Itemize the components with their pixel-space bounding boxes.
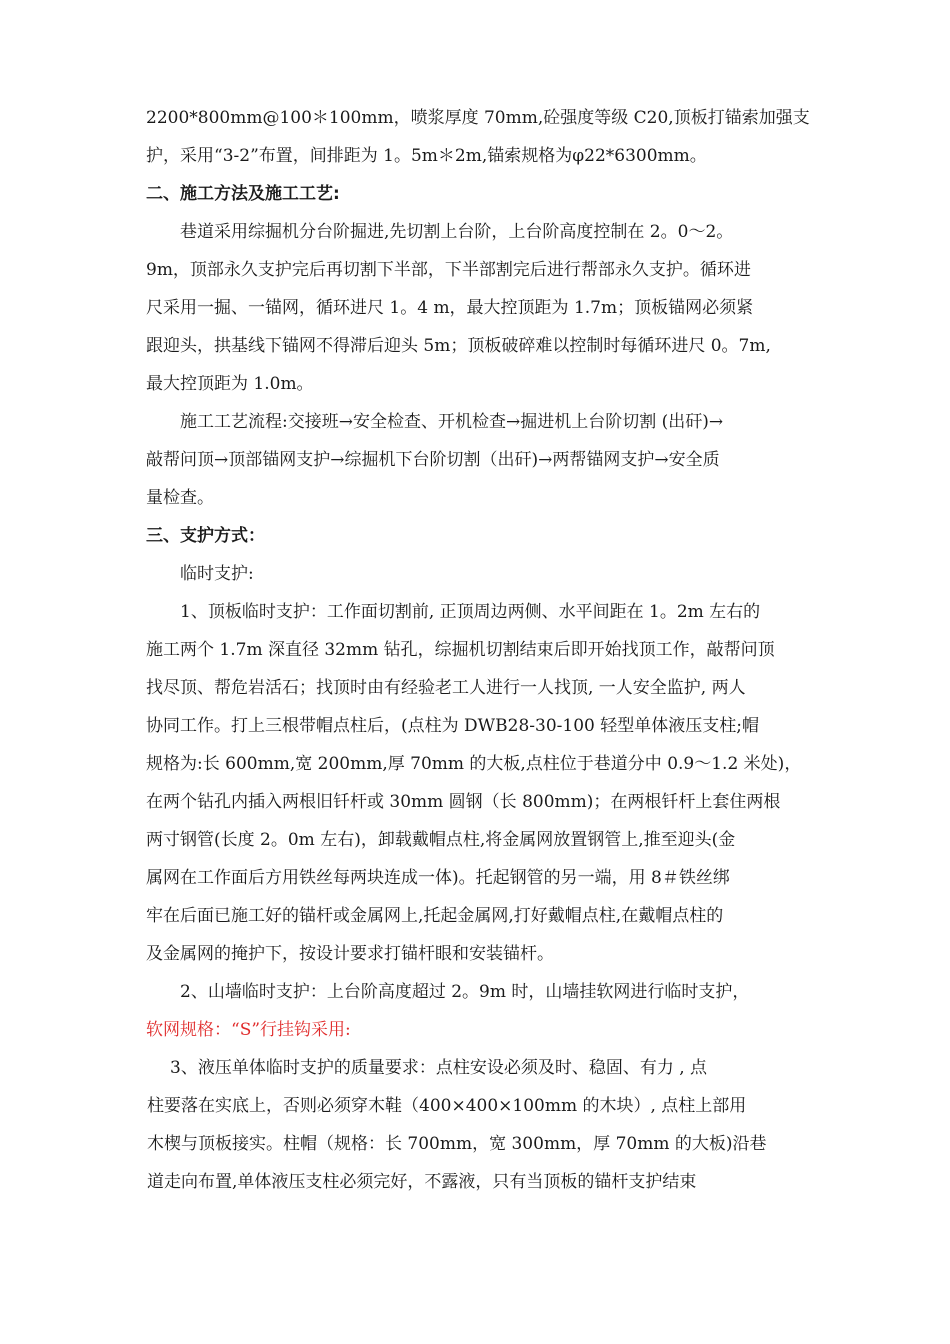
- text-line: 木楔与顶板接实。柱帽（规格：长 700mm，宽 300mm，厚 70mm 的大板)沿巷: [147, 1134, 767, 1154]
- text-line: 在两个钻孔内插入两根旧钎杆或 30mm 圆钢（长 800mm)；在两根钎杆上套住两根: [146, 792, 781, 812]
- text-line: 及金属网的掩护下，按设计要求打锚杆眼和安装锚杆。: [146, 944, 554, 964]
- text-line: 找尽顶、帮危岩活石；找顶时由有经验老工人进行一人找顶, 一人安全监护, 两人: [146, 678, 746, 698]
- text-line: 3、液压单体临时支护的质量要求：点柱安设必须及时、稳固、有力 , 点: [170, 1058, 708, 1078]
- subsection-label: 临时支护:: [180, 564, 254, 584]
- text-line: 2、山墙临时支护：上台阶高度超过 2。9m 时，山墙挂软网进行临时支护，: [180, 982, 750, 1002]
- text-line: 9m，顶部永久支护完后再切割下半部，下半部割完后进行帮部永久支护。循环进: [146, 260, 751, 280]
- text-line: 柱要落在实底上，否则必须穿木鞋（400×400×100mm 的木块）, 点柱上部用: [147, 1096, 747, 1116]
- text-line: 量检查。: [146, 488, 214, 508]
- text-line: 两寸钢管(长度 2。0m 左右)，卸载戴帽点柱,将金属网放置钢管上,推至迎头(金: [146, 830, 736, 850]
- highlighted-text-line: 软网规格：“S”行挂钩采用:: [146, 1020, 351, 1040]
- text-line: 1、顶板临时支护：工作面切割前, 正顶周边两侧、水平间距在 1。2m 左右的: [180, 602, 761, 622]
- text-line: 规格为:长 600mm,宽 200mm,厚 70mm 的大板,点柱位于巷道分中 0.9～1.2 米处)，: [146, 754, 802, 774]
- text-line: 道走向布置,单体液压支柱必须完好，不露液，只有当顶板的锚杆支护结束: [147, 1172, 697, 1192]
- text-line: 巷道采用综掘机分台阶掘进,先切割上台阶，上台阶高度控制在 2。0～2。: [180, 222, 734, 242]
- text-line: 尺采用一掘、一锚网，循环进尺 1。4 m，最大控顶距为 1.7m；顶板锚网必须紧: [146, 298, 754, 318]
- text-line: 2200*800mm@100＊100mm，喷浆厚度 70mm,砼强度等级 C20,顶板打锚索加强支: [146, 108, 810, 128]
- text-line: 属网在工作面后方用铁丝每两块连成一体)。托起钢管的另一端，用 8＃铁丝绑: [146, 868, 730, 888]
- section-heading: 三、支护方式：: [146, 526, 265, 546]
- text-line: 敲帮问顶→顶部锚网支护→综掘机下台阶切割（出矸)→两帮锚网支护→安全质: [146, 450, 720, 470]
- text-line: 最大控顶距为 1.0m。: [146, 374, 314, 394]
- section-heading: 二、施工方法及施工工艺:: [146, 184, 340, 204]
- text-line: 护，采用“3-2”布置，间排距为 1。5m＊2m,锚索规格为φ22*6300mm。: [146, 146, 707, 166]
- text-line: 跟迎头，拱基线下锚网不得滞后迎头 5m；顶板破碎难以控制时每循环进尺 0。7m,: [146, 336, 771, 356]
- text-line: 协同工作。打上三根带帽点柱后，(点柱为 DWB28-30-100 轻型单体液压支柱;帽: [146, 716, 759, 736]
- text-line: 牢在后面已施工好的锚杆或金属网上,托起金属网,打好戴帽点柱,在戴帽点柱的: [146, 906, 724, 926]
- text-line: 施工两个 1.7m 深直径 32mm 钻孔，综掘机切割结束后即开始找顶工作，敲帮问顶: [146, 640, 775, 660]
- text-line: 施工工艺流程:交接班→安全检查、开机检查→掘进机上台阶切割 (出矸)→: [180, 412, 724, 432]
